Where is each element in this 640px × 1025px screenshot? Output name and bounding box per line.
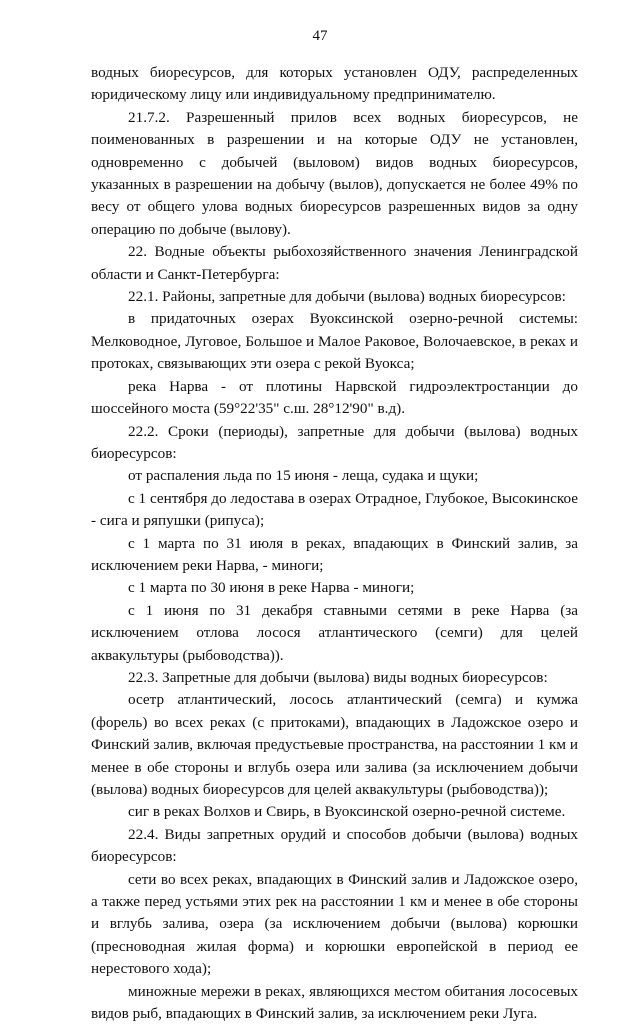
paragraph-22-1-vuoksa: в придаточных озерах Вуоксинской озерно-речной системы: Мелководное, Луговое, Большое и Малое Раковое, Волочаевское, в реках и протоках, связывающих эти озера с рекой Вуокса; <box>91 310 578 373</box>
paragraph-22-2-ice: от распаления льда по 15 июня - леща, судака и щуки; <box>128 467 479 485</box>
paragraph-22-1-narva: река Нарва - от плотины Нарвской гидроэлектростанции до шоссейного моста (59°22'35" с.ш. 28°12'90" в.д). <box>91 377 578 418</box>
paragraph-22: 22. Водные объекты рыбохозяйственного значения Ленинградской области и Санкт-Петербурга: <box>91 243 578 283</box>
page-number: 47 <box>312 28 328 44</box>
paragraph-22-2: 22.2. Сроки (периоды), запретные для добычи (вылова) водных биоресурсов: <box>91 422 578 462</box>
paragraph-22-3-whitefish: сиг в реках Волхов и Свирь, в Вуоксинской озерно-речной системе. <box>128 803 566 821</box>
paragraph-continuation: водных биоресурсов, для которых установлен ОДУ, распределенных юридическому лицу или индивидуальному предпринимателю. <box>91 64 578 104</box>
paragraph-22-2-march-july: с 1 марта по 31 июля в реках, впадающих в Финский залив, за исключением реки Нарва, - миноги; <box>91 534 578 574</box>
paragraph-22-2-september: с 1 сентября до ледостава в озерах Отрадное, Глубокое, Высокинское - сига и ряпушки (рипуса); <box>91 489 578 530</box>
document-body <box>91 62 578 1025</box>
paragraph-22-4-nets: сети во всех реках, впадающих в Финский залив и Ладожское озеро, а также перед устьями этих рек на расстоянии 1 км и менее в обе стороны и вглубь залива, озера (за исключением добычи (вылова) корюшки (пресноводная жилая форма) и корюшки европейской в период ее нерестового хода); <box>91 870 578 978</box>
paragraph-22-4-lamprey-traps: миножные мережи в реках, являющихся местом обитания лососевых видов рыб, впадающих в Финский залив, за исключением реки Луга. <box>91 982 578 1023</box>
paragraph-22-3: 22.3. Запретные для добычи (вылова) виды водных биоресурсов: <box>128 668 548 686</box>
paragraph-22-2-march-june: с 1 марта по 30 июня в реке Нарва - миноги; <box>128 579 415 597</box>
paragraph-22-4: 22.4. Виды запретных орудий и способов добычи (вылова) водных биоресурсов: <box>91 825 578 866</box>
paragraph-21-7-2: 21.7.2. Разрешенный прилов всех водных биоресурсов, не поименованных в разрешении и на которые ОДУ не установлен, одновременно с добычей (выловом) видов водных биоресурсов, указанных в разрешении на добычу (вылов), допускается не более 49% по весу от общего улова водных биоресурсов разрешенных видов за одну операцию по добыче (вылову). <box>91 108 578 238</box>
paragraph-22-2-june-december: с 1 июня по 31 декабря ставными сетями в реке Нарва (за исключением отлова лосося атлантического (семги) для целей аквакультуры (рыбоводства)). <box>91 601 578 664</box>
paragraph-22-1: 22.1. Районы, запретные для добычи (вылова) водных биоресурсов: <box>128 288 566 306</box>
paragraph-22-3-sturgeon: осетр атлантический, лосось атлантический (семга) и кумжа (форель) во всех реках (с притоками), впадающих в Ладожское озеро и Финский залив, включая предустьевые пространства, на расстоянии 1 км и менее в обе стороны и вглубь озера или залива (за исключением добычи (вылова) водных биоресурсов для целей аквакультуры (рыбоводства)); <box>91 691 578 798</box>
